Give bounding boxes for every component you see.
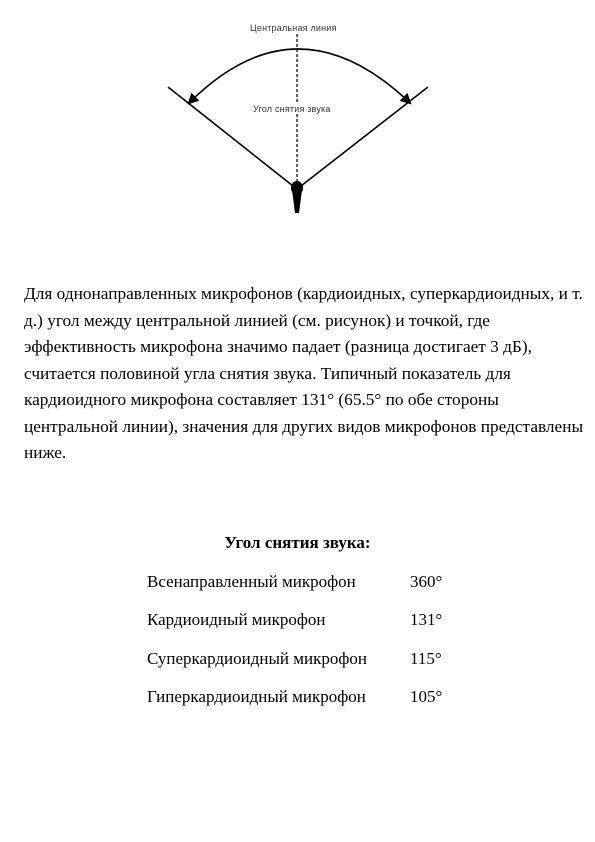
row-name: Всенаправленный микрофон bbox=[147, 572, 356, 591]
table-title: Угол снятия звука: bbox=[224, 533, 371, 552]
row-name: Суперкардиоидный микрофон bbox=[147, 649, 367, 668]
row-value: 131° bbox=[410, 610, 443, 629]
center-line-label: Центральная линия bbox=[250, 23, 337, 33]
pickup-angle-label: Угол снятия звука bbox=[253, 104, 331, 114]
pickup-angle-arc bbox=[189, 49, 410, 103]
row-name: Кардиоидный микрофон bbox=[147, 610, 326, 629]
row-value: 105° bbox=[410, 687, 443, 706]
diagram-drawing bbox=[0, 0, 595, 230]
pickup-angle-diagram bbox=[0, 0, 595, 230]
row-value: 360° bbox=[410, 572, 443, 591]
row-name: Гиперкардиоидный микрофон bbox=[147, 687, 366, 706]
body-paragraph: Для однонаправленных микрофонов (кардиоидных, суперкардиоидных, и т. д.) угол между центральной линией (см. рисунок) и точкой, где эффективность микрофона значимо падает (разница достигает 3 дБ), считается половиной угла снятия звука. Типичный показатель для кардиоидного микрофона составляет 131° (65.5° по обе стороны центральной линии), значения для других видов микрофонов представлены ниже. bbox=[24, 284, 584, 462]
row-value: 115° bbox=[410, 649, 442, 668]
left-boundary-line bbox=[168, 87, 293, 186]
microphone-icon bbox=[291, 181, 303, 213]
